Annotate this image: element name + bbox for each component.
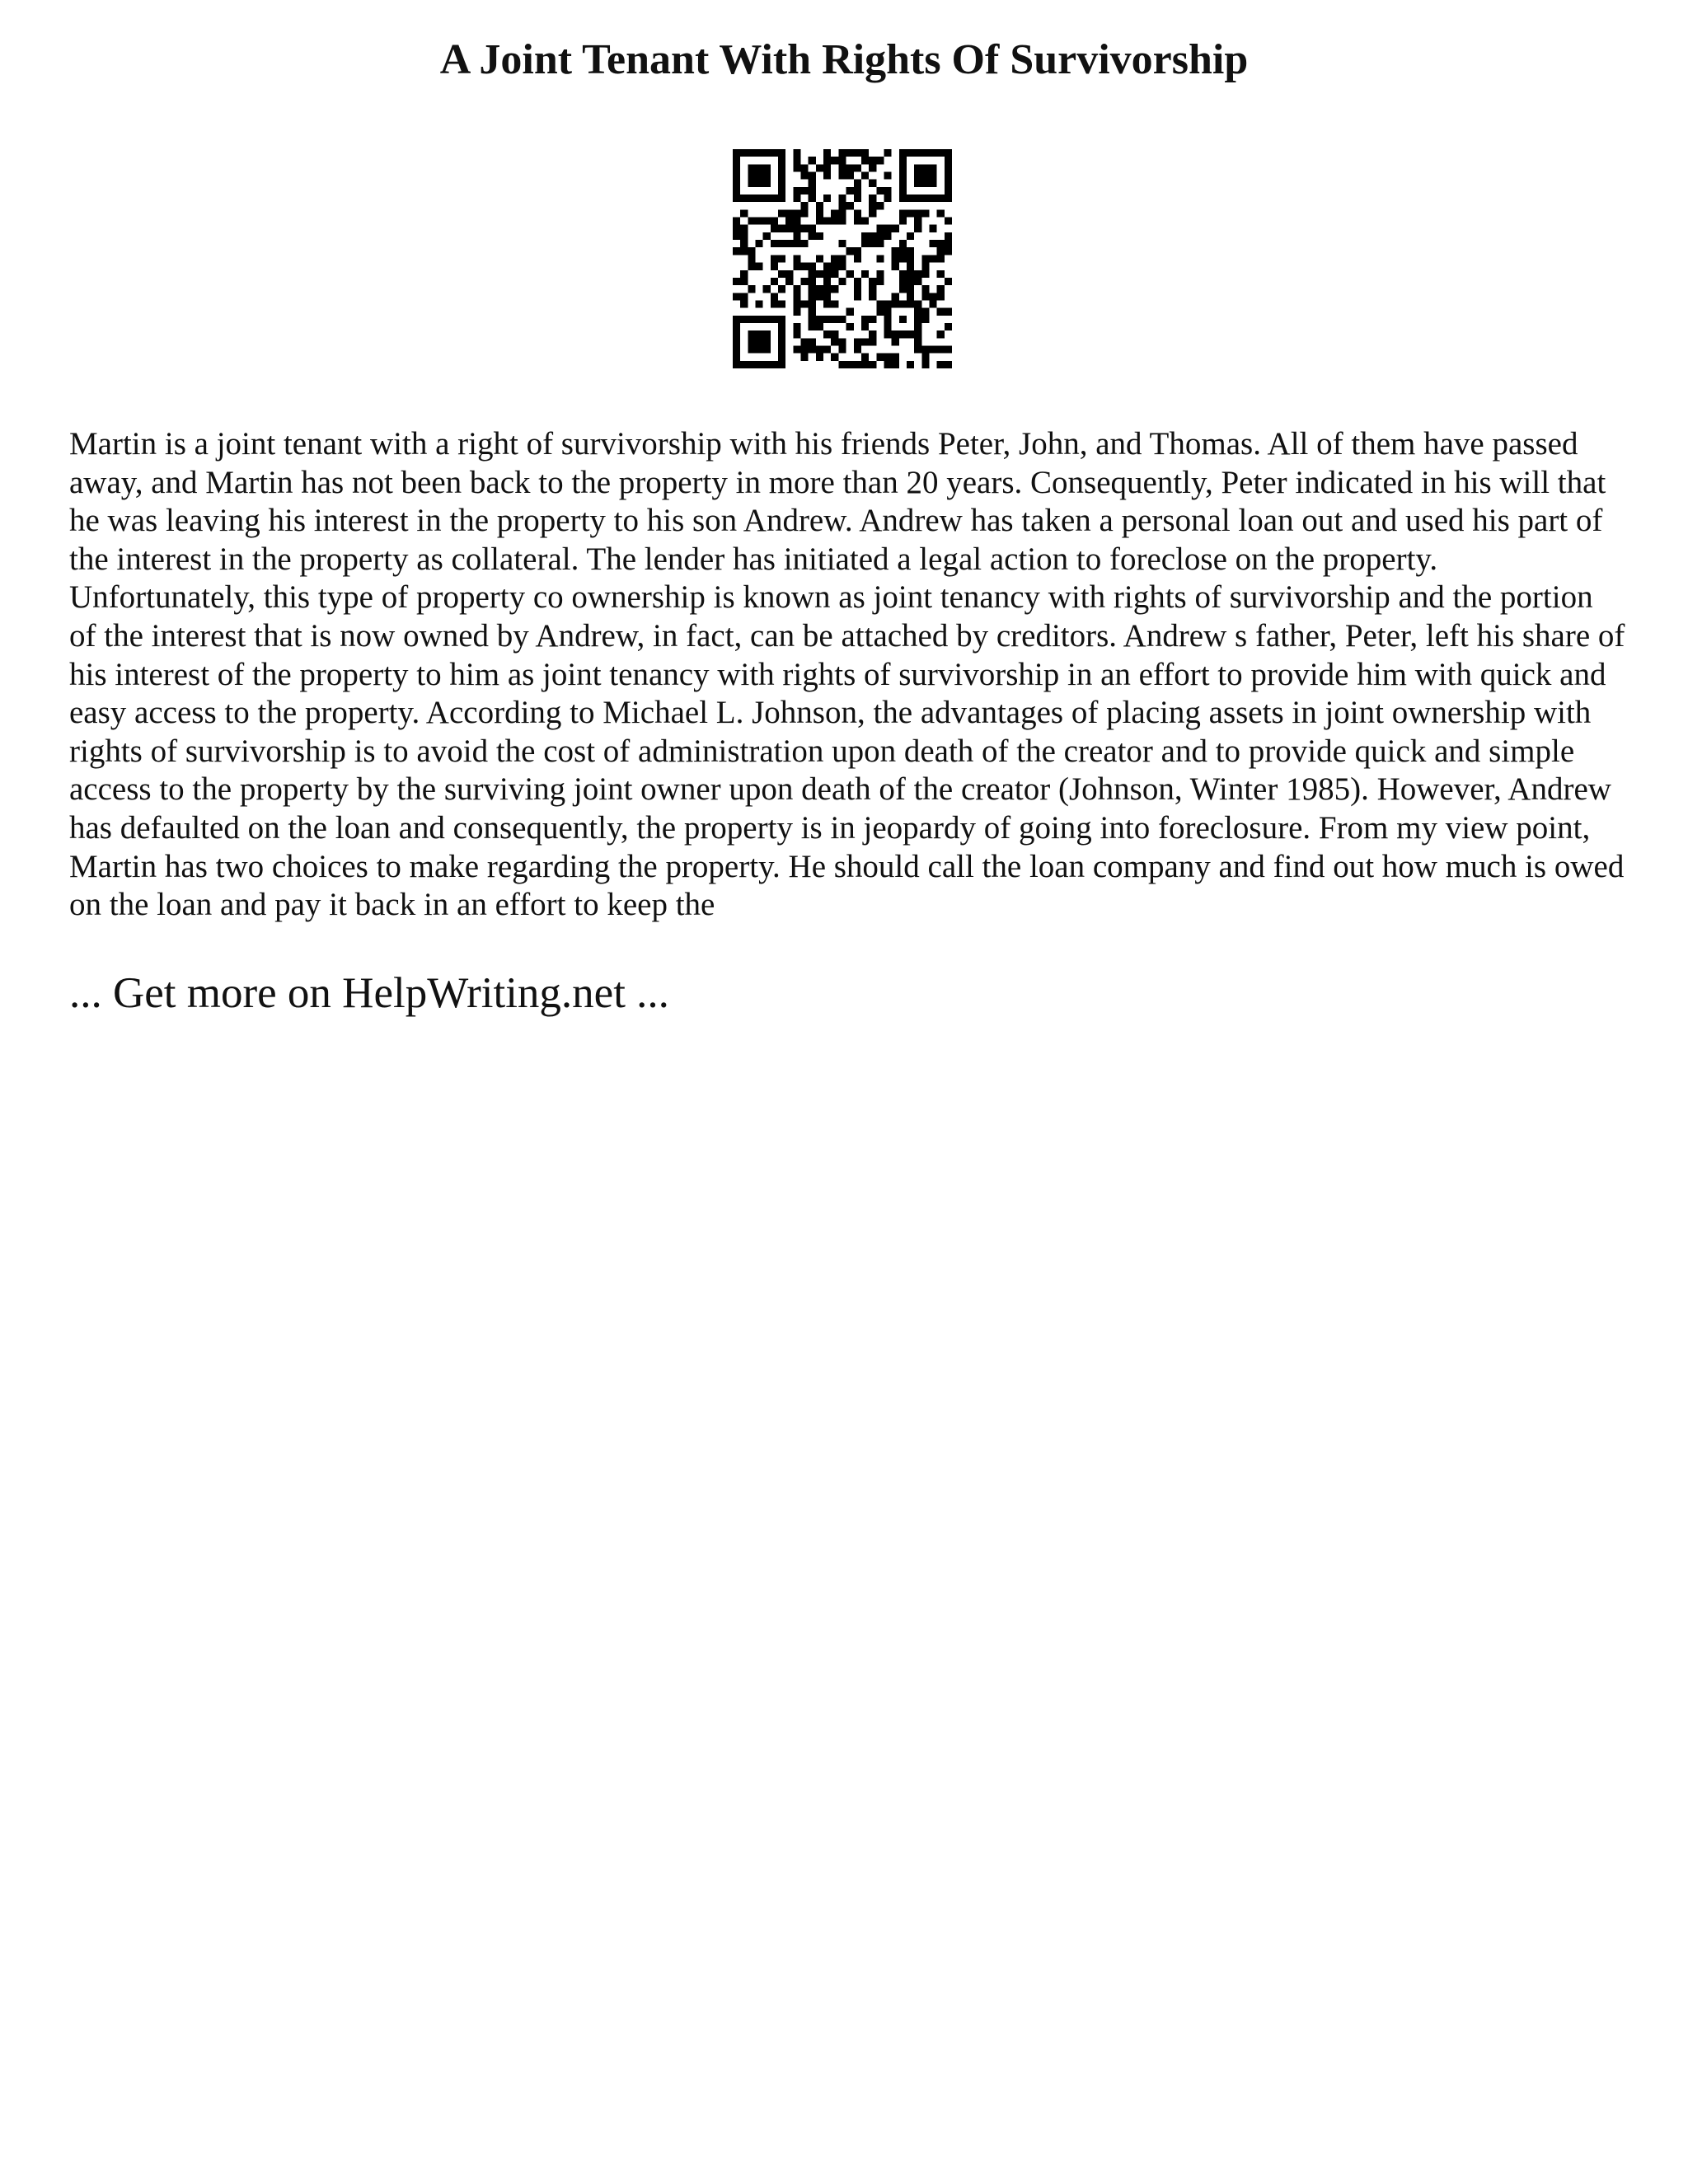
page-title: A Joint Tenant With Rights Of Survivorship [439, 36, 1249, 83]
body-paragraph: Martin is a joint tenant with a right of survivorship with his friends Peter, John, and Thomas. All of them have passed away, and Martin has not been back to the property in more than 20 years. Consequently, Peter indicated in his will that he was leaving his interest in the property to his son Andrew. Andrew has taken a personal loan out and used his part of the interest in the property as collateral. The lender has initiated a legal action to foreclose on the property. Unfortunately, this type of property co ownership is known as joint tenancy with rights of survivorship and the portion of the interest that is now owned by Andrew, in fact, can be attached by creditors. Andrew s father, Peter, left his share of his interest of the property to him as joint tenancy with rights of survivorship in an effort to provide him with quick and easy access to the property. According to Michael L. Johnson, the advantages of placing assets in joint ownership with rights of survivorship is to avoid the cost of administration upon death of the creator and to provide quick and simple access to the property by the surviving joint owner upon death of the creator (Johnson, Winter 1985). However, Andrew has defaulted on the loan and consequently, the property is in jeopardy of going into foreclosure. From my view point, Martin has two choices to make regarding the property. He should call the loan company and find out how much is owed on the loan and pay it back in an effort to keep the [69, 426, 1625, 923]
qr-code-icon [733, 149, 952, 368]
get-more-link[interactable]: ... Get more on HelpWriting.net ... [69, 969, 669, 1017]
qr-code-graphic [733, 149, 952, 368]
